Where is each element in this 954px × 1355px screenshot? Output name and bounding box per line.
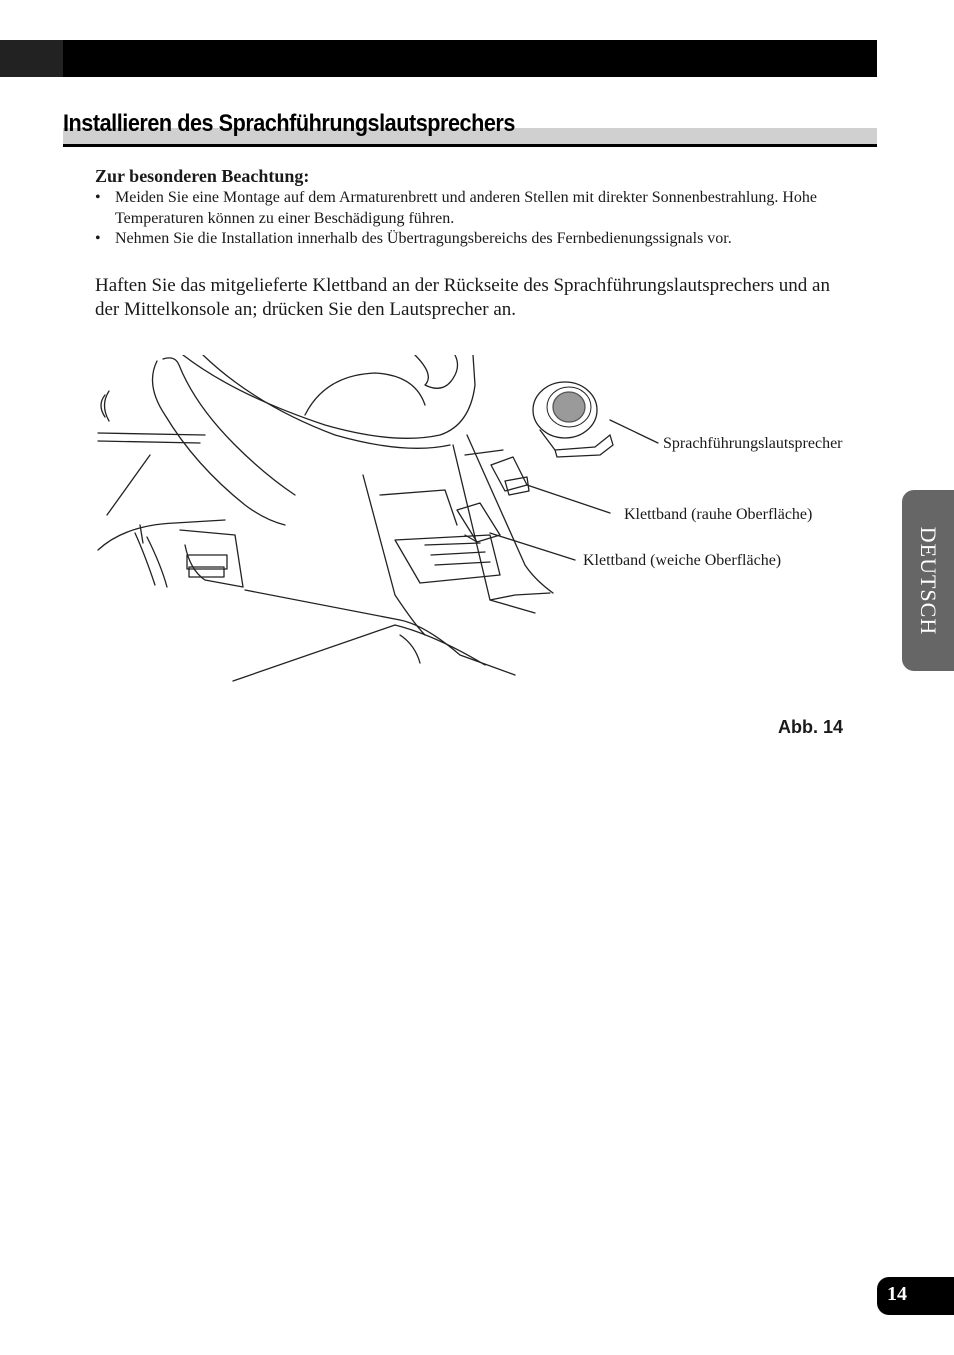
page-number: 14 <box>887 1283 907 1305</box>
language-tab-label: DEUTSCH <box>916 526 941 635</box>
instruction-paragraph: Haften Sie das mitgelieferte Klettband an der Rückseite des Sprachführungslautsprechers und an der Mittelkonsole an; drücken Sie den Lautsprecher an. <box>95 275 830 320</box>
top-bar <box>63 40 877 77</box>
section-title: Installieren des Sprachführungslautsprechers <box>63 110 515 137</box>
language-tab <box>902 490 954 671</box>
installation-figure <box>95 355 885 690</box>
page-number-box <box>877 1277 954 1315</box>
top-bar-accent <box>0 40 63 77</box>
note-bullet: • Nehmen Sie die Installation innerhalb des Übertragungsbereichs des Fernbedienungssignals vor. <box>95 229 855 250</box>
callout-velcro-soft: Klettband (weiche Oberfläche) <box>583 552 782 569</box>
note-heading: Zur besonderen Beachtung: <box>95 166 310 186</box>
callout-velcro-rough: Klettband (rauhe Oberfläche) <box>624 506 813 523</box>
figure-caption: Abb. 14 <box>778 717 844 737</box>
callout-speaker: Sprachführungslautsprecher <box>663 435 843 452</box>
section-title-rule <box>63 144 877 147</box>
note-bullet-list <box>95 188 855 250</box>
note-bullet: • Meiden Sie eine Montage auf dem Armaturenbrett und anderen Stellen mit direkter Sonnenbestrahlung. Hohe Temperaturen können zu einer Beschädigung führen. <box>95 188 855 229</box>
